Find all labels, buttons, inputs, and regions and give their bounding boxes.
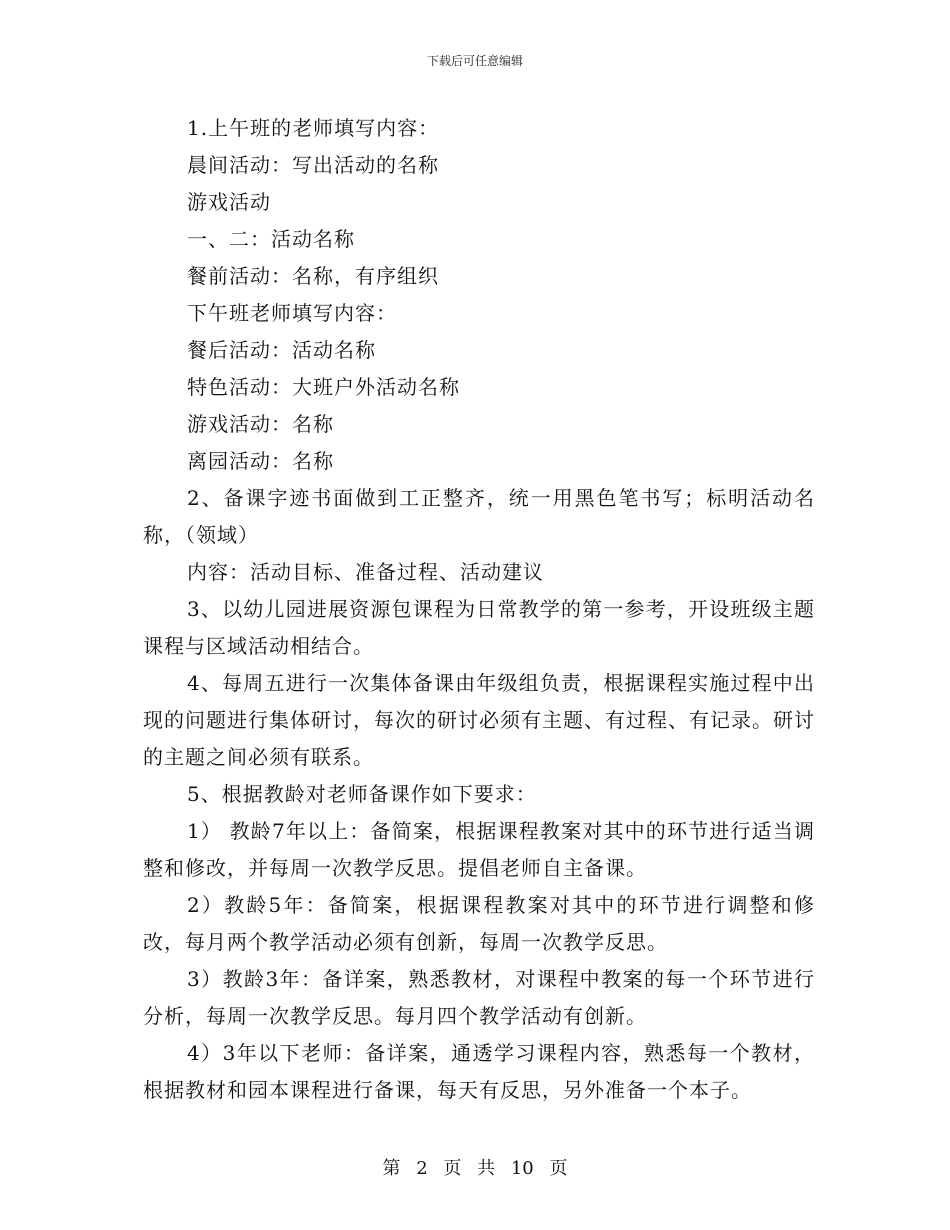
page-footer: 第 2 页 共 10 页	[382, 1158, 568, 1179]
document-body	[143, 110, 815, 1109]
text-line: 游戏活动	[187, 190, 271, 214]
text-line: 内容：活动目标、准备过程、活动建议	[187, 560, 544, 584]
paragraph: 2、备课字迹书面做到工正整齐，统一用黑色笔书写；标明活动名称，（领域）	[143, 486, 815, 547]
text-line: 游戏活动：名称	[187, 412, 334, 436]
text-line: 晨间活动：写出活动的名称	[187, 153, 439, 177]
paragraph: 1） 教龄7年以上：备简案，根据课程教案对其中的环节进行适当调整和修改，并每周一次教学反思。提倡老师自主备课。	[143, 819, 815, 880]
paragraph: 4）3年以下老师：备详案，通透学习课程内容，熟悉每一个教材，根据教材和园本课程进行备课，每天有反思，另外准备一个本子。	[143, 1041, 815, 1102]
text-line: 餐后活动：活动名称	[187, 338, 376, 362]
text-line: 餐前活动：名称，有序组织	[187, 264, 439, 288]
text-line: 一、二：活动名称	[187, 227, 355, 251]
text-line: 特色活动：大班户外活动名称	[187, 375, 460, 399]
paragraph: 3、以幼儿园进展资源包课程为日常教学的第一参考，开设班级主题课程与区域活动相结合。	[143, 597, 815, 658]
text-line: 1.上午班的老师填写内容：	[187, 116, 440, 140]
page-header: 下载后可任意编辑	[426, 54, 523, 68]
paragraph: 4、每周五进行一次集体备课由年级组负责，根据课程实施过程中出现的问题进行集体研讨，每次的研讨必须有主题、有过程、有记录。研讨的主题之间必须有联系。	[143, 671, 815, 769]
text-line: 下午班老师填写内容：	[187, 301, 397, 325]
paragraph: 5、根据教龄对老师备课作如下要求：	[187, 782, 537, 806]
paragraph: 2）教龄5年：备简案，根据课程教案对其中的环节进行调整和修改，每月两个教学活动必须有创新，每周一次教学反思。	[143, 893, 815, 954]
text-line: 离园活动：名称	[187, 449, 334, 473]
paragraph: 3）教龄3年：备详案，熟悉教材，对课程中教案的每一个环节进行分析，每周一次教学反思。每月四个教学活动有创新。	[143, 967, 815, 1028]
